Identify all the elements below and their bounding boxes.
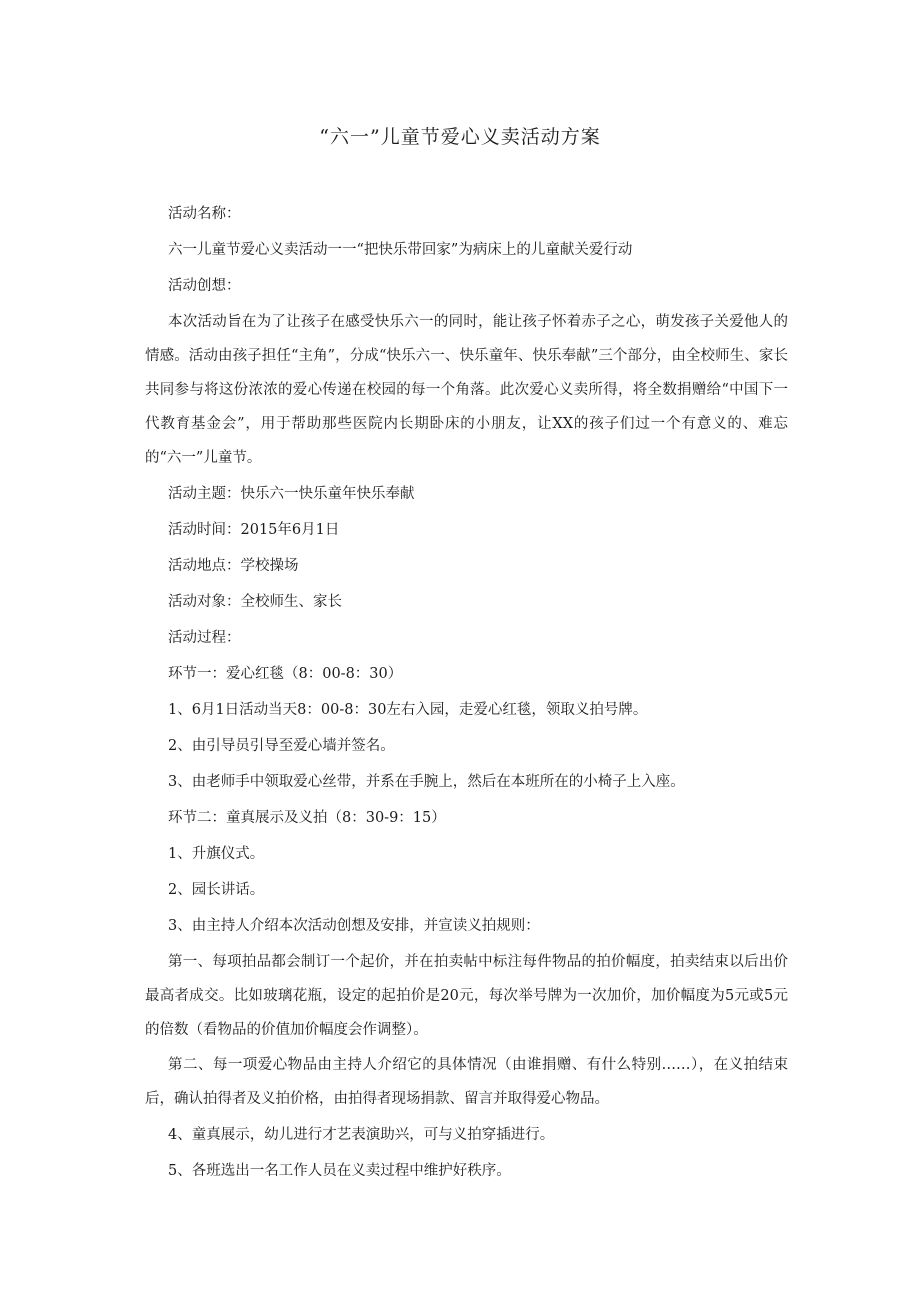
document-body bbox=[145, 196, 788, 1189]
text-line: 3、由主持人介绍本次活动创想及安排，并宣读义拍规则： bbox=[168, 918, 540, 934]
text-line: 活动创想： bbox=[168, 278, 241, 294]
paragraph: 第二、每一项爱心物品由主持人介绍它的具体情况（由谁捐赠、有什么特别……），在义拍结束后，确认拍得者及义拍价格，由拍得者现场捐款、留言并取得爱心物品。 bbox=[145, 1057, 788, 1107]
text-line: 1、升旗仪式。 bbox=[168, 846, 265, 862]
text-line: 活动过程： bbox=[168, 630, 241, 646]
text-line: 活动主题：快乐六一快乐童年快乐奉献 bbox=[168, 486, 415, 502]
paragraph: 第一、每项拍品都会制订一个起价，并在拍卖帖中标注每件物品的拍价幅度，拍卖结束以后出价最高者成交。比如玻璃花瓶，设定的起拍价是20元，每次举号牌为一次加价，加价幅度为5元或5元的倍数（看物品的价值加价幅度会作调整）。 bbox=[145, 954, 788, 1038]
page-title: “六一”儿童节爱心义卖活动方案 bbox=[319, 126, 601, 148]
text-line: 2、由引导员引导至爱心墙并签名。 bbox=[168, 738, 395, 754]
text-line: 3、由老师手中领取爱心丝带，并系在手腕上，然后在本班所在的小椅子上入座。 bbox=[168, 774, 685, 790]
text-line: 2、园长讲话。 bbox=[168, 882, 265, 898]
text-line: 活动名称： bbox=[168, 206, 241, 222]
paragraph: 本次活动旨在为了让孩子在感受快乐六一的同时，能让孩子怀着赤子之心，萌发孩子关爱他人的情感。活动由孩子担任“主角”，分成“快乐六一、快乐童年、快乐奉献”三个部分，由全校师生、家长共同参与将这份浓浓的爱心传递在校园的每一个角落。此次爱心义卖所得，将全数捐赠给“中国下一代教育基金会”，用于帮助那些医院内长期卧床的小朋友，让XX的孩子们过一个有意义的、难忘的“六一”儿童节。 bbox=[145, 314, 788, 466]
text-line: 环节二：童真展示及义拍（8：30-9：15） bbox=[168, 810, 446, 826]
text-line: 环节一：爱心红毯（8：00-8：30） bbox=[168, 666, 403, 682]
text-line: 活动地点：学校操场 bbox=[168, 558, 299, 574]
text-line: 5、各班选出一名工作人员在义卖过程中维护好秩序。 bbox=[168, 1163, 511, 1179]
text-line: 六一儿童节爱心义卖活动一一“把快乐带回家”为病床上的儿童献关爱行动 bbox=[168, 242, 633, 258]
text-line: 1、6月1日活动当天8：00-8：30左右入园，走爱心红毯，领取义拍号牌。 bbox=[168, 702, 648, 718]
text-line: 4、童真展示，幼儿进行才艺表演助兴，可与义拍穿插进行。 bbox=[168, 1127, 555, 1143]
text-line: 活动对象：全校师生、家长 bbox=[168, 594, 342, 610]
text-line: 活动时间：2015年6月1日 bbox=[168, 522, 340, 538]
